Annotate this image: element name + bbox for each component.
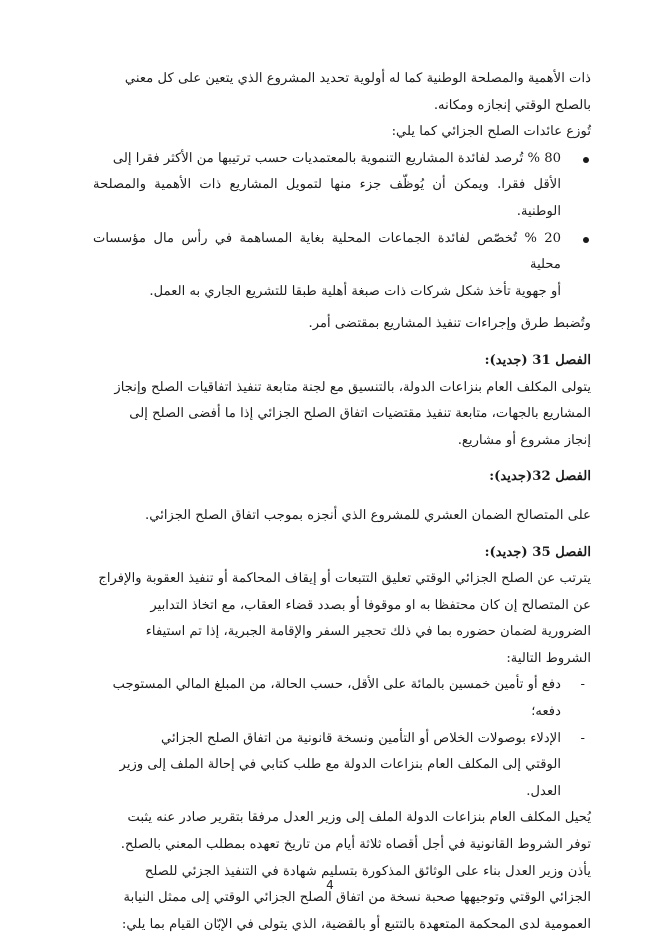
dash-marker: -: [580, 677, 585, 693]
chapter-31-line: يتولى المكلف العام بنزاعات الدولة، بالتنسيق مع لجنة متابعة تنفيذ اتفاقيات الصلح وإنجاز: [114, 379, 591, 395]
item-line: 20 % تُخصّص لفائدة الجماعات المحلية بغاية المساهمة في رأس مال مؤسسات محلية: [93, 230, 561, 273]
condition-item: [93, 726, 591, 806]
chapter-31-heading: الفصل 31 (جديد):: [484, 352, 591, 368]
chapter-35-line: يترتب عن الصلح الجزائي الوقتي تعليق التتبعات أو إيقاف المحاكمة أو تنفيذ العقوبة والإفراج: [98, 571, 591, 587]
chapter-35-line: عن المتصالح إن كان محتفظا به او موقوفا أو بصدد قضاء العقاب، مع اتخاذ التدابير: [150, 597, 591, 613]
chapter-32-heading: الفصل 32(جديد):: [489, 469, 591, 485]
intro-line: ذات الأهمية والمصلحة الوطنية كما له أولوية تحديد المشروع الذي يتعين على كل معني: [124, 71, 591, 86]
condition-line: العدل.: [526, 783, 561, 799]
chapter-31-line: إنجاز مشروع أو مشاريع.: [457, 432, 591, 448]
intro-line: بالصلح الوقتي إنجازه ومكانه.: [433, 97, 591, 113]
procedures-line: وتُضبط طرق وإجراءات تنفيذ المشاريع بمقتضى أمر.: [308, 316, 591, 332]
condition-line: دفعه؛: [531, 704, 561, 720]
condition-item: [93, 672, 591, 725]
chapter-32-text: على المتصالح الضمان العشري للمشروع الذي أنجزه بموجب اتفاق الصلح الجزائي.: [145, 507, 591, 523]
document-body: [93, 66, 591, 938]
referral-line: توفر الشروط القانونية في أجل أقصاه ثلاثة أيام من تاريخ تعهده بمطلب المعني بالصلح.: [120, 837, 591, 853]
authorization-line: العمومية لدى المحكمة المتعهدة بالتتبع أو بالقضية، الذي يتولى في الإبّان القيام بما يلي:: [121, 916, 591, 932]
item-line: 80 % تُرصد لفائدة المشاريع التنموية بالمعتمديات حسب ترتيبها من الأكثر فقرا إلى: [112, 150, 561, 166]
bullet-icon: [583, 157, 589, 163]
distribution-item-20: [93, 226, 591, 306]
condition-line: الوقتي إلى المكلف العام بنزاعات الدولة مع طلب كتابي في إحالة الملف إلى وزير: [119, 757, 561, 773]
item-line: الأقل فقرا. ويمكن أن يُوظّف جزء منها لتمويل المشاريع ذات الأهمية والمصلحة الوطنية.: [93, 177, 561, 219]
authorization-line: الجزائي الوقتي وتوجيهها صحبة نسخة من اتفاق الصلح الجزائي الوقتي إلى ممثل النيابة: [123, 890, 591, 906]
condition-line: الإدلاء بوصولات الخلاص أو التأمين ونسخة قانونية من اتفاق الصلح الجزائي: [161, 730, 561, 746]
distribution-intro: تُوزع عائدات الصلح الجزائي كما يلي:: [391, 124, 591, 140]
chapter-31-line: المشاريع بالجهات، متابعة تنفيذ مقتضيات اتفاق الصلح الجزائي إذا ما أفضى الصلح إلى: [129, 406, 591, 422]
chapter-35-heading: الفصل 35 (جديد):: [484, 544, 591, 560]
page-number: 4: [326, 878, 334, 892]
chapter-35-line: الضرورية لضمان حضوره بما في ذلك تحجير السفر والإقامة الجبرية، إذا تم استيفاء: [145, 624, 591, 640]
condition-line: دفع أو تأمين خمسين بالمائة على الأقل، حسب الحالة، من المبلغ المالي المستوجب: [112, 677, 561, 693]
chapter-35-line: الشروط التالية:: [506, 650, 591, 666]
item-line: أو جهوية تأخذ شكل شركات ذات صبغة أهلية طبقا للتشريع الجاري به العمل.: [149, 283, 561, 299]
distribution-item-80: [93, 146, 591, 226]
dash-marker: -: [580, 730, 585, 746]
authorization-line: يأذن وزير العدل بناء على الوثائق المذكورة بتسليم شهادة في التنفيذ الجزئي للصلح: [144, 863, 591, 879]
referral-line: يُحيل المكلف العام بنزاعات الدولة الملف إلى وزير العدل مرفقا بتقرير صادر عنه يثبت: [127, 810, 591, 826]
bullet-icon: [583, 237, 589, 243]
